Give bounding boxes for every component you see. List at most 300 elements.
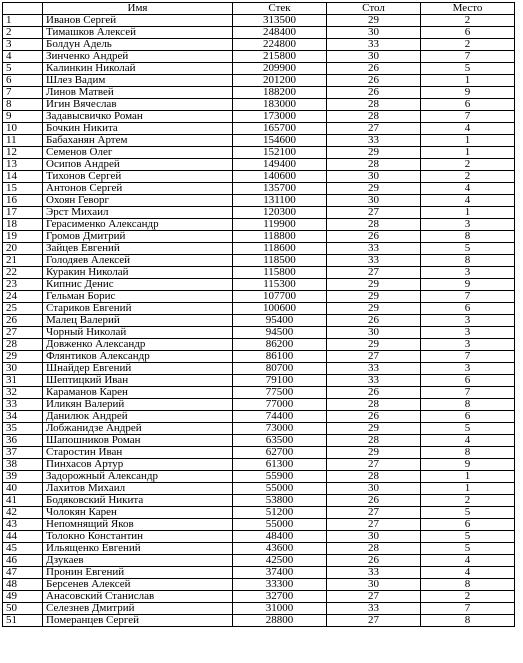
cell-num: 30 [3,363,43,375]
cell-seat: 8 [421,447,515,459]
cell-table: 33 [327,603,421,615]
cell-stack: 33300 [233,579,327,591]
cell-stack: 43600 [233,543,327,555]
cell-num: 7 [3,87,43,99]
table-row [3,39,515,51]
cell-table: 27 [327,123,421,135]
cell-stack: 74400 [233,411,327,423]
standings-table [2,2,515,627]
cell-name: Кипнис Денис [43,279,233,291]
cell-table: 26 [327,231,421,243]
cell-num: 1 [3,15,43,27]
cell-seat: 4 [421,123,515,135]
cell-seat: 2 [421,591,515,603]
cell-name: Малец Валерий [43,315,233,327]
cell-num: 26 [3,315,43,327]
cell-table: 26 [327,63,421,75]
cell-table: 33 [327,243,421,255]
cell-table: 30 [327,327,421,339]
cell-num: 38 [3,459,43,471]
cell-num: 43 [3,519,43,531]
cell-table: 28 [327,99,421,111]
cell-table: 27 [327,459,421,471]
cell-num: 8 [3,99,43,111]
header-stack: Стек [233,3,327,15]
cell-stack: 31000 [233,603,327,615]
cell-num: 46 [3,555,43,567]
cell-seat: 8 [421,255,515,267]
cell-stack: 118500 [233,255,327,267]
cell-stack: 61300 [233,459,327,471]
cell-seat: 1 [421,207,515,219]
cell-num: 18 [3,219,43,231]
table-row [3,291,515,303]
cell-stack: 107700 [233,291,327,303]
cell-seat: 6 [421,375,515,387]
cell-num: 27 [3,327,43,339]
cell-stack: 62700 [233,447,327,459]
cell-num: 10 [3,123,43,135]
cell-table: 26 [327,87,421,99]
cell-stack: 53800 [233,495,327,507]
cell-name: Эрст Михаил [43,207,233,219]
cell-num: 17 [3,207,43,219]
cell-table: 28 [327,471,421,483]
cell-name: Флянтиков Александр [43,351,233,363]
table-row [3,159,515,171]
table-row [3,519,515,531]
cell-stack: 55000 [233,483,327,495]
cell-seat: 3 [421,219,515,231]
cell-table: 29 [327,291,421,303]
cell-seat: 7 [421,291,515,303]
cell-stack: 73000 [233,423,327,435]
table-row [3,615,515,627]
cell-stack: 149400 [233,159,327,171]
cell-num: 32 [3,387,43,399]
cell-num: 48 [3,579,43,591]
cell-num: 50 [3,603,43,615]
cell-name: Задорожный Александр [43,471,233,483]
cell-seat: 1 [421,75,515,87]
cell-name: Шапошников Роман [43,435,233,447]
cell-num: 23 [3,279,43,291]
cell-table: 29 [327,15,421,27]
cell-name: Болдун Адель [43,39,233,51]
cell-table: 30 [327,171,421,183]
cell-seat: 2 [421,159,515,171]
cell-name: Антонов Сергей [43,183,233,195]
cell-seat: 3 [421,327,515,339]
cell-name: Иванов Сергей [43,15,233,27]
cell-name: Громов Дмитрий [43,231,233,243]
cell-stack: 48400 [233,531,327,543]
cell-num: 6 [3,75,43,87]
header-row [3,3,515,15]
cell-name: Шнайдер Евгений [43,363,233,375]
cell-name: Чолокян Карен [43,507,233,519]
cell-seat: 7 [421,603,515,615]
table-row [3,255,515,267]
cell-stack: 95400 [233,315,327,327]
table-row [3,231,515,243]
cell-name: Стариков Евгений [43,303,233,315]
cell-name: Селезнев Дмитрий [43,603,233,615]
cell-num: 45 [3,543,43,555]
cell-name: Бабаханян Артем [43,135,233,147]
header-seat: Место [421,3,515,15]
cell-num: 47 [3,567,43,579]
cell-num: 33 [3,399,43,411]
cell-num: 29 [3,351,43,363]
cell-seat: 3 [421,339,515,351]
cell-name: Берсенев Алексей [43,579,233,591]
cell-stack: 55000 [233,519,327,531]
cell-stack: 55900 [233,471,327,483]
cell-seat: 4 [421,195,515,207]
cell-seat: 5 [421,243,515,255]
table-row [3,483,515,495]
cell-name: Анасовский Станислав [43,591,233,603]
cell-name: Герасименко Александр [43,219,233,231]
cell-seat: 6 [421,411,515,423]
table-row [3,447,515,459]
cell-name: Зинченко Андрей [43,51,233,63]
table-row [3,423,515,435]
cell-seat: 1 [421,471,515,483]
table-row [3,411,515,423]
table-row [3,51,515,63]
cell-name: Шептицкий Иван [43,375,233,387]
cell-stack: 63500 [233,435,327,447]
table-row [3,111,515,123]
cell-table: 28 [327,159,421,171]
table-row [3,171,515,183]
cell-num: 2 [3,27,43,39]
cell-stack: 224800 [233,39,327,51]
cell-seat: 5 [421,63,515,75]
cell-name: Пинхасов Артур [43,459,233,471]
cell-num: 31 [3,375,43,387]
cell-num: 5 [3,63,43,75]
cell-name: Осипов Андрей [43,159,233,171]
cell-name: Чорный Николай [43,327,233,339]
cell-num: 4 [3,51,43,63]
cell-seat: 9 [421,87,515,99]
cell-name: Зайцев Евгений [43,243,233,255]
cell-table: 33 [327,567,421,579]
cell-stack: 201200 [233,75,327,87]
cell-table: 28 [327,219,421,231]
table-row [3,219,515,231]
cell-num: 22 [3,267,43,279]
cell-seat: 6 [421,519,515,531]
cell-name: Толокно Константин [43,531,233,543]
table-row [3,435,515,447]
table-row [3,279,515,291]
cell-num: 16 [3,195,43,207]
cell-seat: 9 [421,279,515,291]
cell-table: 29 [327,183,421,195]
cell-table: 26 [327,315,421,327]
cell-seat: 8 [421,231,515,243]
cell-num: 49 [3,591,43,603]
cell-seat: 5 [421,423,515,435]
table-row [3,135,515,147]
cell-seat: 2 [421,15,515,27]
table-row [3,303,515,315]
cell-num: 24 [3,291,43,303]
cell-name: Пронин Евгений [43,567,233,579]
cell-seat: 4 [421,435,515,447]
cell-seat: 1 [421,483,515,495]
cell-seat: 1 [421,147,515,159]
table-row [3,591,515,603]
table-row [3,183,515,195]
cell-stack: 119900 [233,219,327,231]
cell-name: Непомнящий Яков [43,519,233,531]
cell-name: Иликян Валерий [43,399,233,411]
table-row [3,27,515,39]
cell-num: 36 [3,435,43,447]
cell-table: 29 [327,447,421,459]
cell-table: 30 [327,195,421,207]
table-row [3,195,515,207]
table-row [3,459,515,471]
cell-stack: 86200 [233,339,327,351]
cell-seat: 5 [421,507,515,519]
cell-table: 27 [327,591,421,603]
cell-table: 27 [327,507,421,519]
cell-num: 35 [3,423,43,435]
cell-table: 33 [327,135,421,147]
cell-seat: 8 [421,579,515,591]
cell-name: Бодяковский Никита [43,495,233,507]
cell-num: 9 [3,111,43,123]
table-row [3,603,515,615]
cell-table: 28 [327,543,421,555]
cell-seat: 3 [421,363,515,375]
table-row [3,123,515,135]
cell-table: 33 [327,363,421,375]
cell-table: 29 [327,147,421,159]
cell-name: Гельман Борис [43,291,233,303]
cell-name: Шлез Вадим [43,75,233,87]
cell-seat: 7 [421,51,515,63]
cell-stack: 42500 [233,555,327,567]
cell-name: Данилюк Андрей [43,411,233,423]
cell-table: 26 [327,387,421,399]
cell-num: 11 [3,135,43,147]
cell-stack: 86100 [233,351,327,363]
cell-num: 12 [3,147,43,159]
cell-stack: 100600 [233,303,327,315]
cell-name: Охоян Геворг [43,195,233,207]
cell-name: Тихонов Сергей [43,171,233,183]
cell-stack: 131100 [233,195,327,207]
table-row [3,555,515,567]
cell-stack: 215800 [233,51,327,63]
cell-num: 40 [3,483,43,495]
cell-name: Бочкин Никита [43,123,233,135]
cell-table: 28 [327,399,421,411]
table-row [3,567,515,579]
cell-num: 51 [3,615,43,627]
cell-table: 27 [327,267,421,279]
cell-table: 26 [327,411,421,423]
table-row [3,63,515,75]
cell-table: 26 [327,555,421,567]
cell-name: Померанцев Сергей [43,615,233,627]
cell-table: 29 [327,279,421,291]
table-row [3,531,515,543]
cell-table: 27 [327,615,421,627]
cell-table: 27 [327,351,421,363]
cell-seat: 3 [421,315,515,327]
cell-stack: 94500 [233,327,327,339]
table-row [3,399,515,411]
cell-num: 3 [3,39,43,51]
cell-table: 29 [327,423,421,435]
cell-table: 33 [327,39,421,51]
cell-seat: 2 [421,171,515,183]
cell-num: 42 [3,507,43,519]
cell-seat: 2 [421,495,515,507]
cell-num: 34 [3,411,43,423]
table-row [3,363,515,375]
cell-stack: 118800 [233,231,327,243]
cell-seat: 7 [421,111,515,123]
table-row [3,471,515,483]
cell-table: 30 [327,27,421,39]
cell-stack: 32700 [233,591,327,603]
cell-stack: 37400 [233,567,327,579]
cell-num: 15 [3,183,43,195]
cell-seat: 4 [421,555,515,567]
cell-num: 14 [3,171,43,183]
cell-seat: 6 [421,27,515,39]
cell-name: Задавысвичко Роман [43,111,233,123]
cell-name: Линов Матвей [43,87,233,99]
cell-seat: 1 [421,135,515,147]
table-row [3,327,515,339]
cell-seat: 8 [421,615,515,627]
table-row [3,15,515,27]
cell-stack: 79100 [233,375,327,387]
header-num [3,3,43,15]
cell-num: 37 [3,447,43,459]
cell-seat: 4 [421,183,515,195]
cell-seat: 5 [421,531,515,543]
cell-table: 30 [327,51,421,63]
cell-name: Игин Вячеслав [43,99,233,111]
cell-stack: 115300 [233,279,327,291]
cell-table: 30 [327,579,421,591]
cell-table: 27 [327,207,421,219]
cell-name: Тимашков Алексей [43,27,233,39]
cell-stack: 77500 [233,387,327,399]
cell-num: 44 [3,531,43,543]
cell-seat: 9 [421,459,515,471]
cell-seat: 6 [421,99,515,111]
cell-stack: 77000 [233,399,327,411]
cell-num: 39 [3,471,43,483]
table-row [3,543,515,555]
cell-stack: 140600 [233,171,327,183]
cell-num: 41 [3,495,43,507]
cell-table: 27 [327,519,421,531]
cell-stack: 28800 [233,615,327,627]
cell-table: 30 [327,531,421,543]
cell-stack: 152100 [233,147,327,159]
cell-seat: 5 [421,543,515,555]
table-row [3,147,515,159]
cell-stack: 118600 [233,243,327,255]
table-row [3,351,515,363]
cell-table: 29 [327,339,421,351]
cell-stack: 120300 [233,207,327,219]
cell-table: 33 [327,375,421,387]
cell-num: 13 [3,159,43,171]
cell-stack: 183000 [233,99,327,111]
cell-stack: 313500 [233,15,327,27]
cell-name: Лобжанидзе Андрей [43,423,233,435]
table-row [3,87,515,99]
cell-stack: 173000 [233,111,327,123]
cell-table: 28 [327,435,421,447]
cell-seat: 7 [421,387,515,399]
table-row [3,243,515,255]
cell-table: 33 [327,255,421,267]
cell-name: Довженко Александр [43,339,233,351]
table-row [3,507,515,519]
cell-name: Семенов Олег [43,147,233,159]
cell-stack: 135700 [233,183,327,195]
cell-table: 29 [327,303,421,315]
cell-table: 26 [327,495,421,507]
cell-seat: 6 [421,303,515,315]
header-name: Имя [43,3,233,15]
cell-num: 28 [3,339,43,351]
cell-table: 26 [327,75,421,87]
table-row [3,495,515,507]
cell-num: 19 [3,231,43,243]
table-row [3,579,515,591]
cell-stack: 165700 [233,123,327,135]
cell-table: 30 [327,483,421,495]
cell-num: 25 [3,303,43,315]
cell-name: Ильященко Евгений [43,543,233,555]
table-row [3,387,515,399]
cell-stack: 115800 [233,267,327,279]
cell-stack: 248400 [233,27,327,39]
cell-name: Калинкин Николай [43,63,233,75]
cell-stack: 51200 [233,507,327,519]
cell-stack: 188200 [233,87,327,99]
table-body [3,15,515,627]
cell-name: Дзукаев [43,555,233,567]
cell-name: Куракин Николай [43,267,233,279]
table-row [3,75,515,87]
cell-num: 21 [3,255,43,267]
cell-seat: 4 [421,567,515,579]
table-row [3,375,515,387]
cell-seat: 7 [421,351,515,363]
table-row [3,315,515,327]
table-row [3,99,515,111]
cell-stack: 154600 [233,135,327,147]
cell-stack: 80700 [233,363,327,375]
